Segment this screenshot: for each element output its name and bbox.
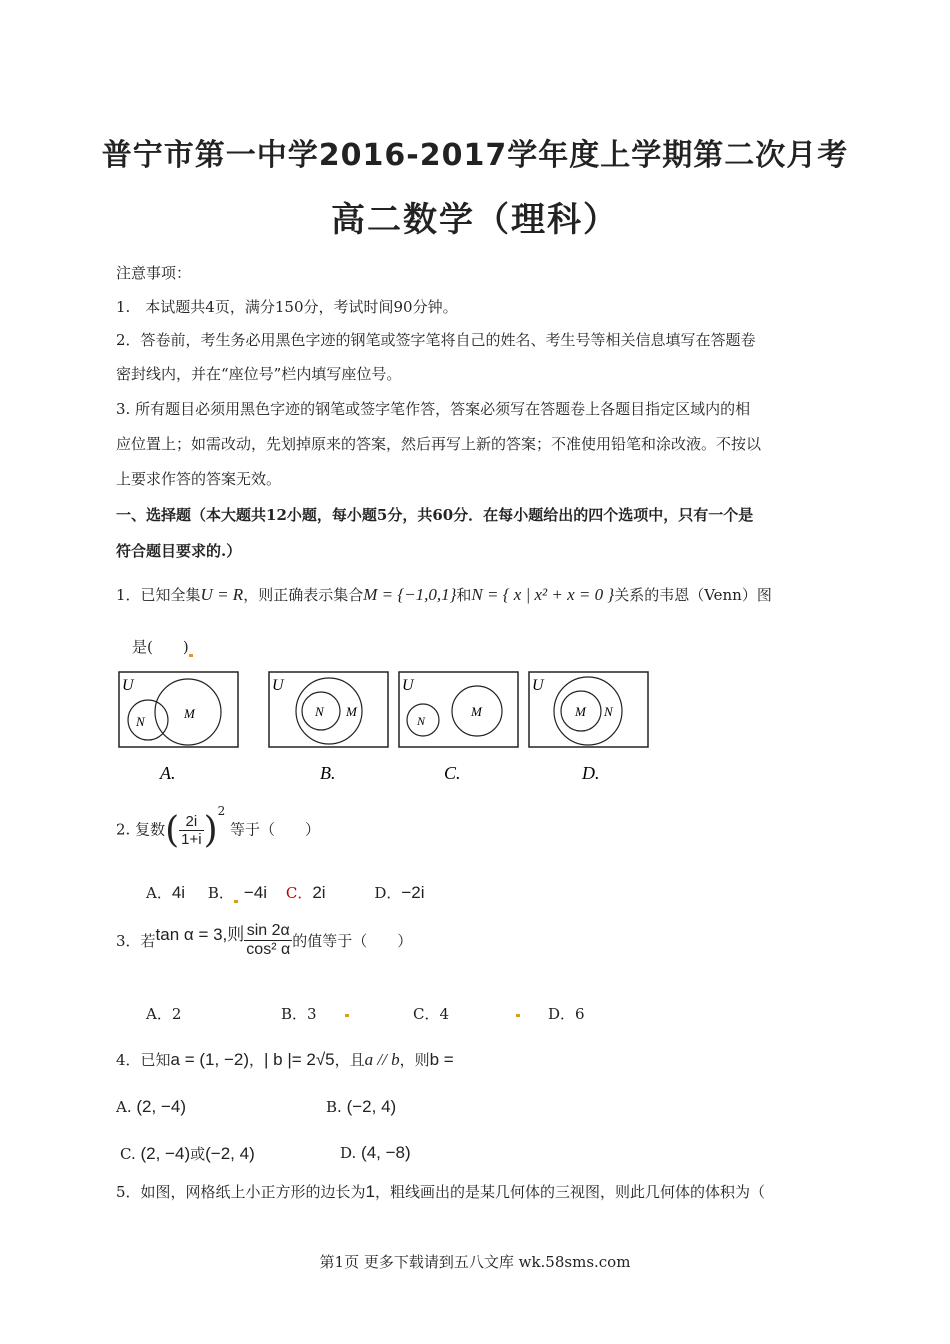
q3-opt-a: A．2 (146, 1005, 182, 1023)
venn-b-universe (269, 672, 388, 747)
question-2 (116, 803, 321, 851)
q5-one: 1 (365, 1182, 376, 1201)
q3-den: cos² α (246, 941, 291, 958)
venn-a-universe (119, 672, 238, 747)
q4-opt-c-or: 或 (190, 1145, 206, 1163)
q4-opt-b-label: B. (326, 1098, 342, 1116)
q4-opt-d-label: D. (340, 1144, 357, 1162)
notice-item-3c: 上要求作答的答案无效。 (116, 470, 282, 488)
venn-d-u: U (532, 677, 544, 694)
q4-sep1: ， (248, 1051, 264, 1069)
q2-exponent: 2 (217, 803, 226, 818)
q2-opt-d-label: D． (374, 884, 402, 902)
notice-item-2b: 密封线内，并在“座位号”栏内填写座位号。 (116, 365, 402, 383)
section-heading-b: 符合题目要求的.） (116, 542, 242, 560)
q4-option-a (116, 1097, 186, 1117)
mark-dot (345, 1014, 349, 1017)
mark-dot (516, 1014, 520, 1017)
q4-opt-c2: (−2, 4) (205, 1144, 255, 1163)
q1-answer-blank: 是( ) (132, 638, 189, 656)
venn-option-a (119, 672, 238, 747)
q4-opt-d: (4, −8) (361, 1143, 411, 1162)
q3-prefix: 3．若 (116, 932, 156, 950)
q1-suffix: 关系的韦恩（Venn）图 (614, 586, 772, 604)
q4-opt-c-label: C. (120, 1145, 136, 1163)
q4-vec-b-len: | b |= 2√5 (264, 1050, 335, 1069)
question-5 (116, 1181, 765, 1202)
venn-option-c (399, 672, 518, 747)
q4-sep3: ，则 (399, 1051, 430, 1069)
notice-item-3a: 3. 所有题目必须用黑色字迹的钢笔或签字笔作答，答案必须写在答题卷上各题目指定区域内的相 (116, 400, 751, 418)
q5-text-a: 5．如图，网格纸上小正方形的边长为 (116, 1183, 366, 1201)
venn-label-b: B. (320, 763, 336, 783)
exam-title: 普宁市第一中学2016-2017学年度上学期第二次月考 (101, 138, 849, 173)
exam-subtitle: 高二数学（理科） (331, 200, 619, 240)
q4-option-d (340, 1143, 411, 1163)
q4-opt-a-label: A. (116, 1098, 132, 1116)
venn-diagrams (110, 668, 670, 788)
q3-suffix: 的值等于（ ） (292, 932, 413, 950)
q4-sep2: ，且 (334, 1051, 365, 1069)
q3-condition: tan α = 3,则 (155, 925, 245, 944)
venn-c-universe (399, 672, 518, 747)
q2-opt-b: −4i (243, 883, 268, 902)
q2-paren-right: ) (203, 810, 218, 851)
q1-set-m: M = {−1,0,1} (363, 585, 457, 604)
q4-parallel: a // b (364, 1050, 400, 1069)
venn-d-m: M (575, 704, 586, 719)
question-3 (116, 922, 412, 959)
q5-text-b: ，粗线画出的是某几何体的三视图，则此几何体的体积为（ (375, 1183, 766, 1201)
q2-prefix: 2. 复数 (116, 820, 166, 839)
q1-set-u: U = R (200, 585, 244, 604)
q3-num: sin 2α (244, 922, 292, 941)
question-4 (116, 1049, 454, 1070)
venn-a-circle-n (128, 700, 168, 740)
q2-den: 1+i (181, 831, 202, 848)
q4-opt-a: (2, −4) (136, 1097, 186, 1116)
question-1 (116, 584, 772, 605)
venn-b-n: N (315, 704, 324, 719)
venn-a-u: U (122, 677, 134, 694)
venn-d-n: N (604, 704, 613, 719)
notice-heading: 注意事项： (116, 264, 192, 282)
venn-c-m: M (471, 704, 482, 719)
venn-c-u: U (402, 677, 414, 694)
q2-fraction (179, 813, 203, 848)
q4-option-b (326, 1097, 396, 1117)
q3-opt-c: C．4 (413, 1005, 450, 1023)
q2-opt-c: 2i (312, 883, 326, 902)
q1-prefix: 1．已知全集 (116, 586, 201, 604)
q2-opt-b-label: B． (207, 884, 234, 902)
q4-vec-a: a = (1, −2) (170, 1050, 249, 1069)
venn-c-n: N (417, 714, 426, 728)
q2-opt-d: −2i (401, 883, 425, 902)
venn-option-b (269, 672, 388, 747)
venn-option-d (529, 672, 648, 747)
q4-option-c (120, 1143, 255, 1164)
q3-opt-b: B．3 (281, 1005, 317, 1023)
section-heading-a: 一、选择题（本大题共12小题，每小题5分，共60分．在每小题给出的四个选项中，只有一个是 (116, 506, 754, 524)
q1-line2 (132, 636, 193, 657)
notice-item-3b: 应位置上；如需改动，先划掉原来的答案，然后再写上新的答案；不准使用铅笔和涂改液。不按以 (116, 435, 762, 453)
venn-label-c: C. (444, 763, 461, 783)
page-footer: 第1页 更多下载请到五八文库 wk.58sms.com (319, 1253, 631, 1271)
q1-mid1: ，则正确表示集合 (243, 586, 364, 604)
q2-paren-left: ( (165, 810, 180, 851)
mark-dot (234, 900, 238, 903)
q2-opt-c-label: C． (285, 884, 313, 902)
q4-opt-c1: (2, −4) (140, 1144, 191, 1163)
q2-opt-a-label: A． (146, 884, 172, 902)
q4-opt-b: (−2, 4) (346, 1097, 397, 1116)
q2-num: 2i (179, 813, 203, 831)
q2-options (146, 882, 425, 903)
q1-mid2: 和 (456, 586, 472, 604)
mark-dot (189, 654, 193, 657)
venn-a-n: N (136, 714, 145, 729)
venn-d-universe (529, 672, 648, 747)
venn-b-m: M (346, 704, 357, 719)
q2-suffix: 等于（ ） (230, 820, 321, 839)
venn-label-d: D. (582, 763, 600, 783)
notice-item-1: 1. 本试题共4页，满分150分，考试时间90分钟。 (116, 298, 458, 316)
venn-a-m: M (184, 706, 195, 721)
notice-item-2a: 2．答卷前，考生务必用黑色字迹的钢笔或签字笔将自己的姓名、考生号等相关信息填写在答题卷 (116, 331, 756, 349)
q3-opt-d: D．6 (548, 1005, 585, 1023)
venn-b-u: U (272, 677, 284, 694)
q3-fraction (244, 922, 292, 959)
q4-ask: b = (429, 1050, 454, 1069)
q2-opt-a: 4i (171, 883, 186, 902)
q1-set-n: N = { x | x² + x = 0 } (471, 585, 615, 604)
venn-label-a: A. (160, 763, 176, 783)
q4-prefix: 4．已知 (116, 1051, 171, 1069)
